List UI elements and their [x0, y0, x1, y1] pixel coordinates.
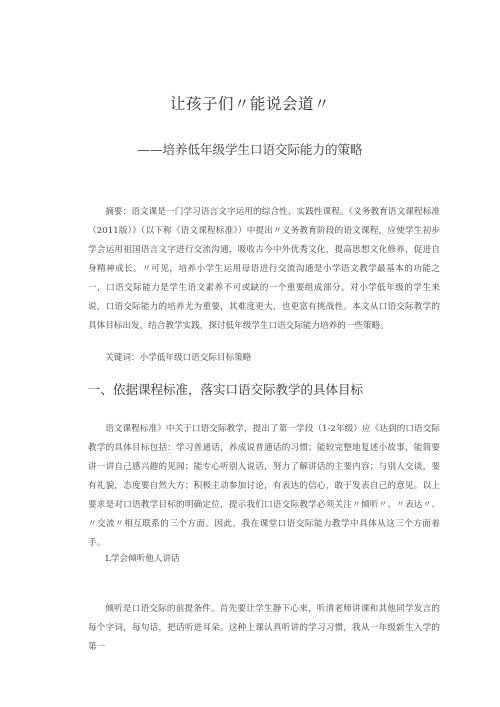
abstract-paragraph: 摘要：语文课是一门学习语言文字运用的综合性、实践性课程。《义务教育语文课程标准（2011版）》（以下称《语文课程标准》）中提出〃义务教育阶段的语文课程，应使学生初步学会运用祖国语言文字进行交流沟通，吸收古今中外优秀文化，提高思想文化修养，促进自身精神成长。〃可见，培养小学生运用母语进行交流沟通是小学语文教学最基本的功能之一，口语交际能力是学生语文素养不可或缺的一个重要组成部分。对小学低年级的学生来说，口语交际能力的培养尤为重要，其难度更大，也更富有挑战性。本文从口语交际教学的具体目标出发，结合教学实践，探讨低年级学生口语交际能力培养的一些策略。	[88, 207, 440, 331]
keywords-line: 关键词：小学低年级口语交际目标策略	[105, 353, 252, 363]
listening-paragraph: 倾听是口语交际的前提条件。首先要让学生静下心来，听清老师讲课和其他同学发言的每个字词，每句话，把话听进耳朵。这种上课认真听讲的学习习惯，我从一年级新生入学的第一	[88, 604, 440, 652]
document-subtitle: ——培养低年级学生口语交际能力的策略	[137, 142, 363, 157]
section-heading: 一、依据课程标准，落实口语交际教学的具体目标	[88, 382, 364, 397]
sub-heading: L学会倾听他人讲话	[105, 554, 180, 564]
document-title: 让孩子们〃能说会道〃	[169, 95, 330, 113]
section-paragraph: 语文课程标准》中关于口语交际教学，提出了第一学段（1-2年级）应《达到的口语交际教学的具体目标包括：学习普通话，养成说普通话的习惯；能较完整地复述小故事，能简要讲一讲自己感兴趣的见闻；能专心听别人说话，努力了解讲话的主要内容；与别人交谈，要有礼貌，态度要自然大方；积极主动参加讨论，有表达的信心，敢于发表自己的意见。以上要求是对口语教学目标的明确定位，提示我们口语交际教学必须关注〃倾听〃、〃表达〃、〃交流〃相互联系的三个方面。因此，我在课堂口语交际能力教学中具体从这三个方面着手。	[88, 424, 440, 548]
